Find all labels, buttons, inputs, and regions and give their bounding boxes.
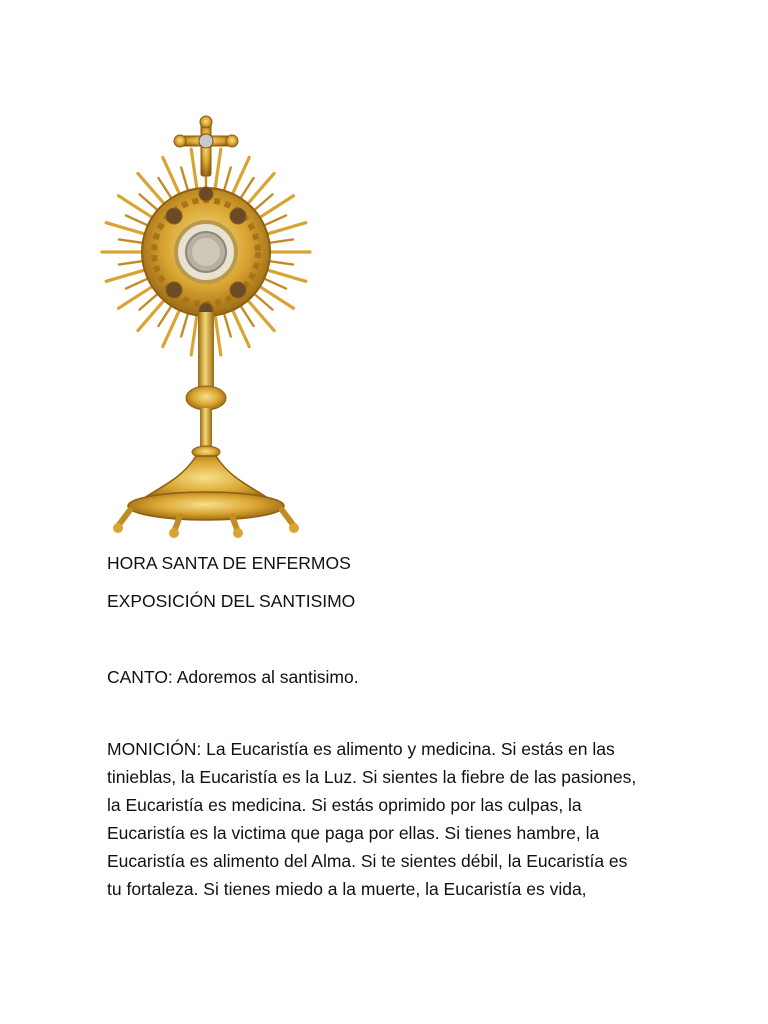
monicion-paragraph <box>107 735 667 903</box>
sun-ray <box>119 284 156 308</box>
sun-ray <box>163 157 181 197</box>
paragraph-line: la Eucaristía es medicina. Si estás oprimido por las culpas, la <box>107 795 582 815</box>
sun-ray <box>106 223 148 235</box>
monstrance-icon <box>100 112 312 542</box>
sun-ray <box>191 311 197 355</box>
sun-ray <box>138 297 167 330</box>
sun-ray <box>215 311 221 355</box>
sun-ray <box>231 307 249 347</box>
sun-ray <box>163 307 181 347</box>
sun-ray <box>119 196 156 220</box>
ornate-body <box>142 187 270 317</box>
sun-ray <box>191 149 197 193</box>
sun-ray <box>256 284 293 308</box>
document-title: HORA SANTA DE ENFERMOS <box>107 553 351 573</box>
paragraph-line: Eucaristía es alimento del Alma. Si te sientes débil, la Eucaristía es <box>107 851 628 871</box>
paragraph-line: MONICIÓN: La Eucaristía es alimento y medicina. Si estás en las <box>107 739 615 759</box>
sun-ray <box>138 173 167 206</box>
base <box>113 456 299 538</box>
sun-ray <box>256 196 293 220</box>
cross-ornament <box>174 116 238 176</box>
stem <box>186 312 226 458</box>
sun-ray <box>245 297 274 330</box>
canto-line: CANTO: Adoremos al santisimo. <box>107 667 359 687</box>
document-subtitle: EXPOSICIÓN DEL SANTISIMO <box>107 591 356 611</box>
sun-ray <box>231 157 249 197</box>
paragraph-line: Eucaristía es la victima que paga por ellas. Si tienes hambre, la <box>107 823 600 843</box>
sun-ray <box>245 173 274 206</box>
paragraph-line: tinieblas, la Eucaristía es la Luz. Si sientes la fiebre de las pasiones, <box>107 767 637 787</box>
sun-ray <box>106 269 148 281</box>
paragraph-line: tu fortaleza. Si tienes miedo a la muerte, la Eucaristía es vida, <box>107 879 587 899</box>
sun-ray <box>264 269 306 281</box>
sun-ray <box>264 223 306 235</box>
sun-ray <box>215 149 221 193</box>
